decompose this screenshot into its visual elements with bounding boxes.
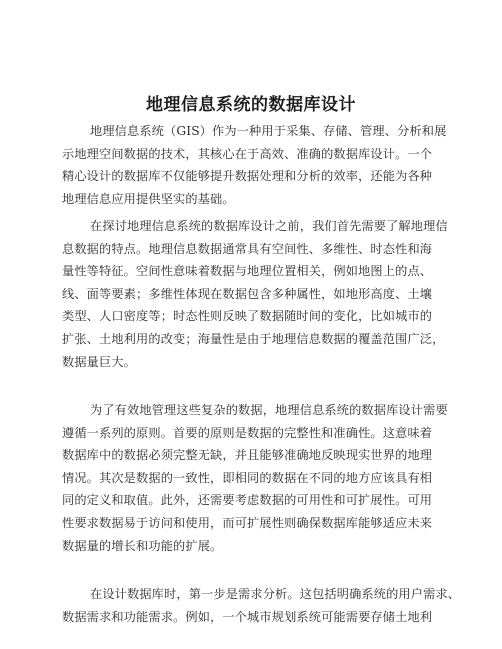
text-line: 数据量的增长和功能的扩展。 bbox=[62, 538, 223, 553]
paragraph-intro bbox=[62, 120, 447, 210]
text-line: 数据需求和功能需求。例如，一个城市规划系统可能需要存储土地利 bbox=[62, 609, 433, 624]
text-line: 为了有效地管理这些复杂的数据，地理信息系统的数据库设计需要 bbox=[90, 403, 448, 417]
text-line: 情况。其次是数据的一致性，即相同的数据在不同的地方应该具有相 bbox=[62, 470, 433, 485]
text-line: 息数据的特点。地理信息数据通常具有空间性、多维性、时态性和海 bbox=[62, 241, 433, 256]
paragraph-data-characteristics bbox=[62, 215, 448, 373]
paragraph-design-principles bbox=[62, 399, 448, 557]
text-line: 在设计数据库时，第一步是需求分析。这包括明确系统的用户需求、 bbox=[90, 587, 461, 601]
text-line: 遵循一系列的原则。首要的原则是数据的完整性和准确性。这意味着 bbox=[62, 425, 433, 440]
text-line: 数据量巨大。 bbox=[62, 354, 137, 369]
text-line: 在探讨地理信息系统的数据库设计之前，我们首先需要了解地理信 bbox=[90, 219, 448, 233]
document-title: 地理信息系统的数据库设计 bbox=[146, 95, 356, 115]
text-line: 性要求数据易于访问和使用，而可扩展性则确保数据库能够适应未来 bbox=[62, 515, 433, 530]
text-line: 示地理空间数据的技术，其核心在于高效、准确的数据库设计。一个 bbox=[62, 146, 433, 161]
text-line: 同的定义和取值。此外，还需要考虑数据的可用性和可扩展性。可用 bbox=[62, 493, 433, 508]
paragraph-requirements-analysis bbox=[62, 583, 461, 628]
text-line: 地理信息系统（GIS）作为一种用于采集、存储、管理、分析和展 bbox=[90, 124, 447, 138]
text-line: 线、面等要素；多维性体现在数据包含多种属性，如地形高度、土壤 bbox=[62, 286, 433, 301]
text-line: 精心设计的数据库不仅能够提升数据处理和分析的效率，还能为各种 bbox=[62, 169, 433, 184]
text-line: 扩张、土地利用的改变；海量性是由于地理信息数据的覆盖范围广泛， bbox=[62, 331, 445, 346]
text-line: 数据库中的数据必须完整无缺，并且能够准确地反映现实世界的地理 bbox=[62, 448, 433, 463]
text-line: 量性等特征。空间性意味着数据与地理位置相关，例如地图上的点、 bbox=[62, 264, 433, 279]
text-line: 地理信息应用提供坚实的基础。 bbox=[62, 191, 235, 206]
text-line: 类型、人口密度等；时态性则反映了数据随时间的变化，比如城市的 bbox=[62, 309, 433, 324]
